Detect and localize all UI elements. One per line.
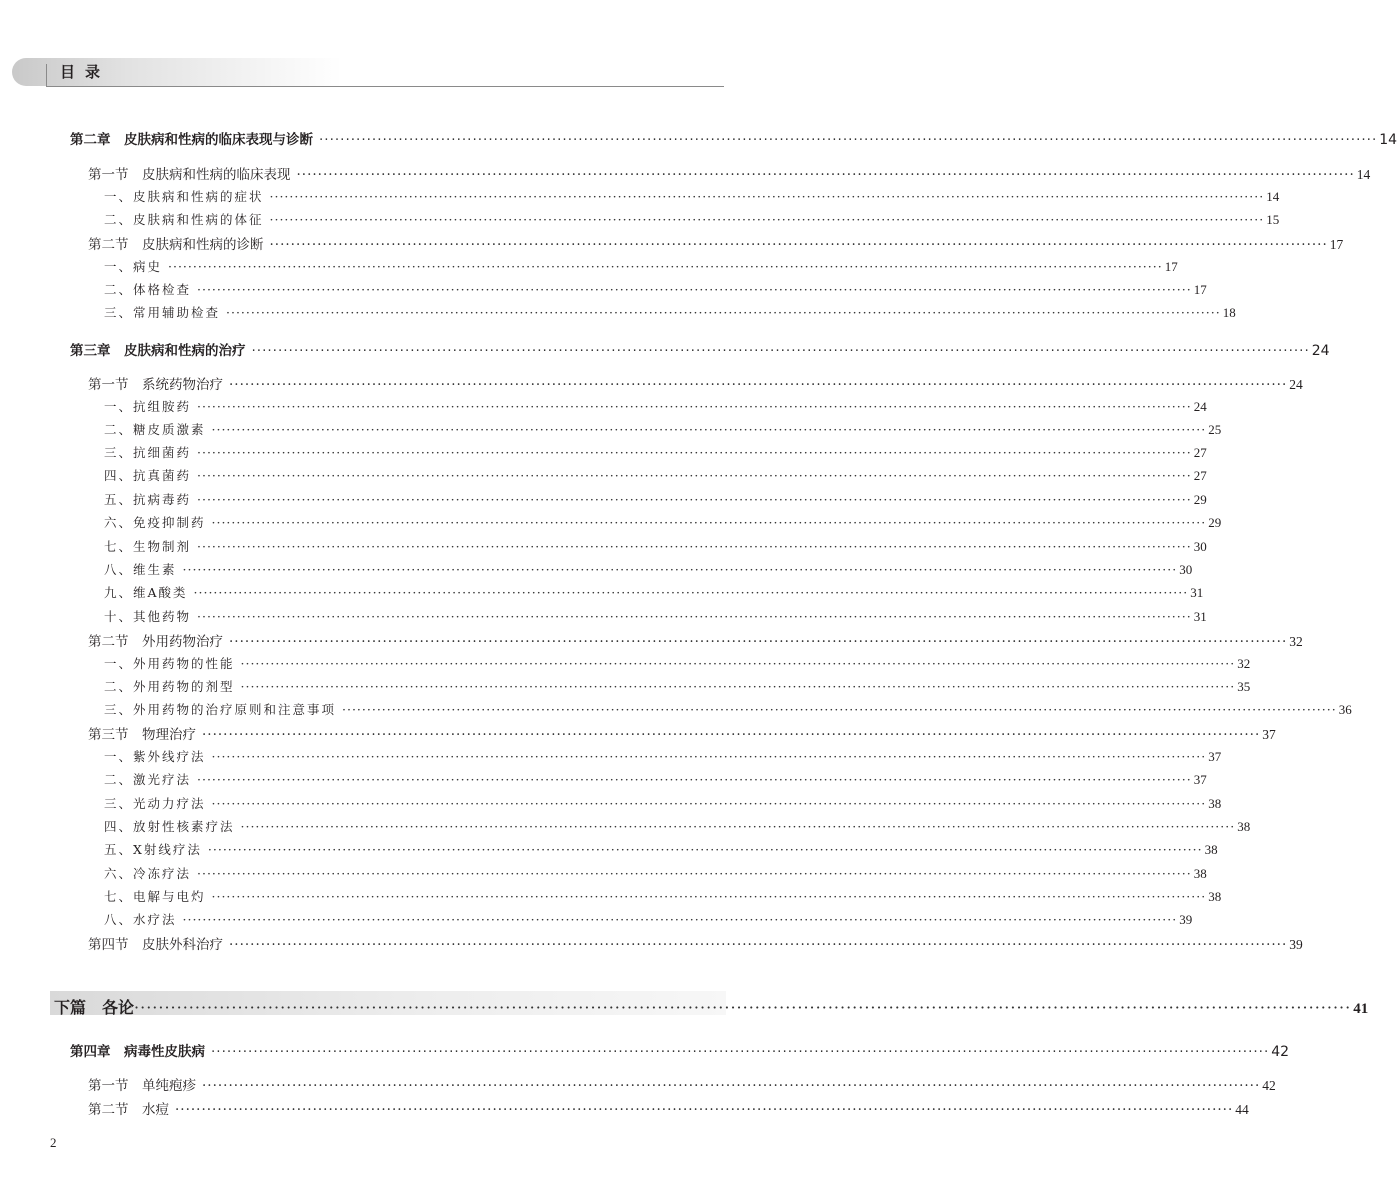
- toc-item-entry[interactable]: [104, 537, 1207, 555]
- toc-chapter-entry[interactable]: [70, 128, 1397, 148]
- toc-entry-page: 41: [1353, 1001, 1369, 1017]
- toc-entry-page: 38: [1237, 819, 1251, 834]
- toc-entry-page: 17: [1193, 282, 1207, 297]
- toc-entry-label: 下篇 各论: [54, 998, 135, 1017]
- toc-leader-dots: ········································································································································································································: [342, 702, 1337, 717]
- toc-item-entry[interactable]: [104, 864, 1207, 882]
- toc-section-entry[interactable]: [88, 233, 1344, 253]
- toc-entry-label: 第一节 系统药物治疗: [88, 377, 223, 393]
- toc-item-entry[interactable]: [104, 210, 1280, 228]
- toc-item-entry[interactable]: [104, 187, 1280, 205]
- toc-entry-label: 十、其他药物: [104, 609, 192, 624]
- header-rule: [46, 86, 724, 87]
- toc-entry-label: 第二节 皮肤病和性病的诊断: [88, 237, 264, 253]
- page-number: 2: [50, 1135, 57, 1150]
- toc-section-entry[interactable]: [88, 933, 1303, 953]
- toc-leader-dots: ········································································································································································································: [269, 189, 1265, 204]
- toc-section-entry[interactable]: [88, 723, 1276, 743]
- toc-item-entry[interactable]: [104, 654, 1251, 672]
- toc-entry-page: 42: [1271, 1044, 1290, 1060]
- toc-leader-dots: ········································································································································································································: [202, 1078, 1261, 1094]
- toc-entry-label: 一、外用药物的性能: [104, 656, 235, 671]
- toc-chapter-entry[interactable]: [70, 1040, 1290, 1060]
- toc-entry-label: 第二节 外用药物治疗: [88, 634, 223, 650]
- toc-leader-dots: ········································································································································································································: [182, 912, 1178, 927]
- toc-leader-dots: ········································································································································································································: [251, 343, 1310, 359]
- toc-entry-label: 五、抗病毒药: [104, 492, 192, 507]
- toc-item-entry[interactable]: [104, 677, 1251, 695]
- toc-item-entry[interactable]: [104, 420, 1222, 438]
- toc-leader-dots: ········································································································································································································: [269, 212, 1265, 227]
- toc-entry-label: 三、外用药物的治疗原则和注意事项: [104, 702, 337, 717]
- toc-entry-label: 二、激光疗法: [104, 772, 192, 787]
- toc-leader-dots: ········································································································································································································: [211, 1044, 1270, 1060]
- toc-leader-dots: ········································································································································································································: [319, 132, 1378, 148]
- toc-entry-label: 六、冷冻疗法: [104, 866, 192, 881]
- toc-entry-label: 二、外用药物的剂型: [104, 679, 235, 694]
- page-title: 目录: [60, 63, 111, 81]
- toc-entry-page: 38: [1204, 842, 1218, 857]
- toc-leader-dots: ········································································································································································································: [197, 399, 1192, 414]
- toc-leader-dots: ········································································································································································································: [197, 539, 1192, 554]
- toc-entry-label: 六、免疫抑制药: [104, 515, 206, 530]
- toc-entry-page: 32: [1237, 656, 1251, 671]
- toc-entry-label: 一、皮肤病和性病的症状: [104, 189, 264, 204]
- toc-chapter-entry[interactable]: [70, 339, 1330, 359]
- toc-item-entry[interactable]: [104, 560, 1193, 578]
- toc-entry-page: 42: [1262, 1078, 1276, 1093]
- toc-entry-page: 18: [1222, 305, 1236, 320]
- toc-entry-label: 七、电解与电灼: [104, 889, 206, 904]
- toc-item-entry[interactable]: [104, 513, 1222, 531]
- toc-section-entry[interactable]: [88, 1098, 1249, 1118]
- toc-entry-label: 第四节 皮肤外科治疗: [88, 937, 223, 953]
- toc-item-entry[interactable]: [104, 747, 1222, 765]
- toc-leader-dots: ········································································································································································································: [211, 889, 1207, 904]
- toc-entry-page: 14: [1379, 132, 1397, 148]
- toc-entry-page: 14: [1356, 167, 1371, 182]
- toc-section-entry[interactable]: [88, 1074, 1276, 1094]
- toc-entry-page: 37: [1193, 772, 1207, 787]
- toc-item-entry[interactable]: [104, 770, 1207, 788]
- toc-entry-label: 一、抗组胺药: [104, 399, 192, 414]
- toc-leader-dots: ········································································································································································································: [197, 866, 1192, 881]
- toc-leader-dots: ········································································································································································································: [134, 998, 1352, 1017]
- toc-entry-label: 第三章 皮肤病和性病的治疗: [70, 343, 246, 359]
- toc-section-entry[interactable]: [88, 163, 1371, 183]
- toc-leader-dots: ········································································································································································································: [269, 237, 1328, 253]
- toc-leader-dots: ········································································································································································································: [211, 749, 1207, 764]
- toc-leader-dots: ········································································································································································································: [175, 1102, 1234, 1118]
- toc-entry-page: 24: [1289, 377, 1303, 392]
- toc-leader-dots: ········································································································································································································: [197, 492, 1192, 507]
- toc-entry-label: 四、放射性核素疗法: [104, 819, 235, 834]
- toc-leader-dots: ········································································································································································································: [240, 819, 1236, 834]
- toc-entry-page: 38: [1208, 796, 1222, 811]
- toc-entry-page: 30: [1179, 562, 1193, 577]
- toc-entry-label: 一、病史: [104, 259, 163, 274]
- toc-entry-label: 三、常用辅助检查: [104, 305, 221, 320]
- toc-leader-dots: ········································································································································································································: [202, 727, 1261, 743]
- toc-item-entry[interactable]: [104, 887, 1222, 905]
- toc-leader-dots: ········································································································································································································: [197, 609, 1192, 624]
- toc-leader-dots: ········································································································································································································: [197, 772, 1192, 787]
- toc-entry-page: 24: [1311, 343, 1330, 359]
- toc-entry-label: 第三节 物理治疗: [88, 727, 196, 743]
- toc-entry-page: 36: [1338, 702, 1352, 717]
- toc-entry-page: 31: [1190, 585, 1204, 600]
- toc-item-entry[interactable]: [104, 794, 1222, 812]
- toc-leader-dots: ········································································································································································································: [226, 305, 1221, 320]
- toc-entry-label: 八、维生素: [104, 562, 177, 577]
- toc-entry-label: 第一节 单纯疱疹: [88, 1078, 196, 1094]
- toc-item-entry[interactable]: [104, 490, 1207, 508]
- toc-section-entry[interactable]: [88, 630, 1303, 650]
- toc-entry-page: 15: [1266, 212, 1280, 227]
- toc-leader-dots: ········································································································································································································: [211, 796, 1207, 811]
- toc-leader-dots: ········································································································································································································: [197, 468, 1192, 483]
- toc-entry-label: 八、水疗法: [104, 912, 177, 927]
- toc-leader-dots: ········································································································································································································: [193, 585, 1189, 600]
- toc-item-entry[interactable]: [104, 700, 1352, 718]
- toc-leader-dots: ········································································································································································································: [207, 842, 1203, 857]
- toc-entry-page: 27: [1193, 445, 1207, 460]
- toc-entry-page: 32: [1289, 634, 1303, 649]
- toc-entry-label: 五、X射线疗法: [104, 842, 202, 857]
- toc-entry-label: 七、生物制剂: [104, 539, 192, 554]
- toc-entry-label: 第四章 病毒性皮肤病: [70, 1044, 205, 1060]
- toc-entry-page: 37: [1262, 727, 1276, 742]
- toc-entry-page: 17: [1329, 237, 1344, 252]
- toc-leader-dots: ········································································································································································································: [240, 679, 1236, 694]
- toc-entry-page: 37: [1208, 749, 1222, 764]
- toc-leader-dots: ········································································································································································································: [229, 634, 1288, 650]
- toc-item-entry[interactable]: [104, 443, 1207, 461]
- toc-item-entry[interactable]: [104, 397, 1207, 415]
- toc-item-entry[interactable]: [104, 817, 1251, 835]
- toc-entry-label: 第一节 皮肤病和性病的临床表现: [88, 167, 291, 183]
- toc-leader-dots: ········································································································································································································: [182, 562, 1178, 577]
- toc-item-entry[interactable]: [104, 910, 1193, 928]
- toc-entry-label: 二、体格检查: [104, 282, 192, 297]
- toc-section-entry[interactable]: [88, 373, 1303, 393]
- toc-leader-dots: ········································································································································································································: [229, 377, 1288, 393]
- toc-item-entry[interactable]: [104, 583, 1204, 601]
- header-divider: [46, 64, 47, 86]
- toc-item-entry[interactable]: [104, 840, 1218, 858]
- toc-item-entry[interactable]: [104, 303, 1236, 321]
- toc-entry-page: 38: [1193, 866, 1207, 881]
- toc-entry-label: 三、抗细菌药: [104, 445, 192, 460]
- toc-entry-label: 二、糖皮质激素: [104, 422, 206, 437]
- toc-entry-label: 九、维A酸类: [104, 585, 188, 600]
- toc-entry-page: 29: [1193, 492, 1207, 507]
- toc-entry-page: 44: [1235, 1102, 1249, 1117]
- toc-item-entry[interactable]: [104, 257, 1178, 275]
- toc-entry-label: 第二节 水痘: [88, 1102, 169, 1118]
- toc-entry-page: 14: [1266, 189, 1280, 204]
- toc-leader-dots: ········································································································································································································: [296, 167, 1355, 183]
- toc-item-entry[interactable]: [104, 607, 1207, 625]
- toc-entry-label: 四、抗真菌药: [104, 468, 192, 483]
- toc-entry-page: 29: [1208, 515, 1222, 530]
- toc-leader-dots: ········································································································································································································: [211, 422, 1207, 437]
- toc-entry-page: 30: [1193, 539, 1207, 554]
- toc-item-entry[interactable]: [104, 280, 1207, 298]
- toc-leader-dots: ········································································································································································································: [168, 259, 1163, 274]
- toc-entry-page: 39: [1179, 912, 1193, 927]
- toc-entry-page: 25: [1208, 422, 1222, 437]
- toc-entry-page: 24: [1193, 399, 1207, 414]
- toc-entry-label: 第二章 皮肤病和性病的临床表现与诊断: [70, 132, 313, 148]
- toc-entry-page: 27: [1193, 468, 1207, 483]
- toc-entry-label: 一、紫外线疗法: [104, 749, 206, 764]
- toc-leader-dots: ········································································································································································································: [240, 656, 1236, 671]
- toc-entry-page: 31: [1193, 609, 1207, 624]
- toc-leader-dots: ········································································································································································································: [229, 937, 1288, 953]
- toc-entry-page: 35: [1237, 679, 1251, 694]
- toc-item-entry[interactable]: [104, 466, 1207, 484]
- toc-leader-dots: ········································································································································································································: [197, 445, 1192, 460]
- toc-leader-dots: ········································································································································································································: [211, 515, 1207, 530]
- toc-entry-page: 38: [1208, 889, 1222, 904]
- toc-entry-page: 17: [1164, 259, 1178, 274]
- toc-entry-page: 39: [1289, 937, 1303, 952]
- toc-leader-dots: ········································································································································································································: [197, 282, 1192, 297]
- toc-part-entry[interactable]: [54, 995, 1369, 1018]
- toc-entry-label: 二、皮肤病和性病的体征: [104, 212, 264, 227]
- toc-entry-label: 三、光动力疗法: [104, 796, 206, 811]
